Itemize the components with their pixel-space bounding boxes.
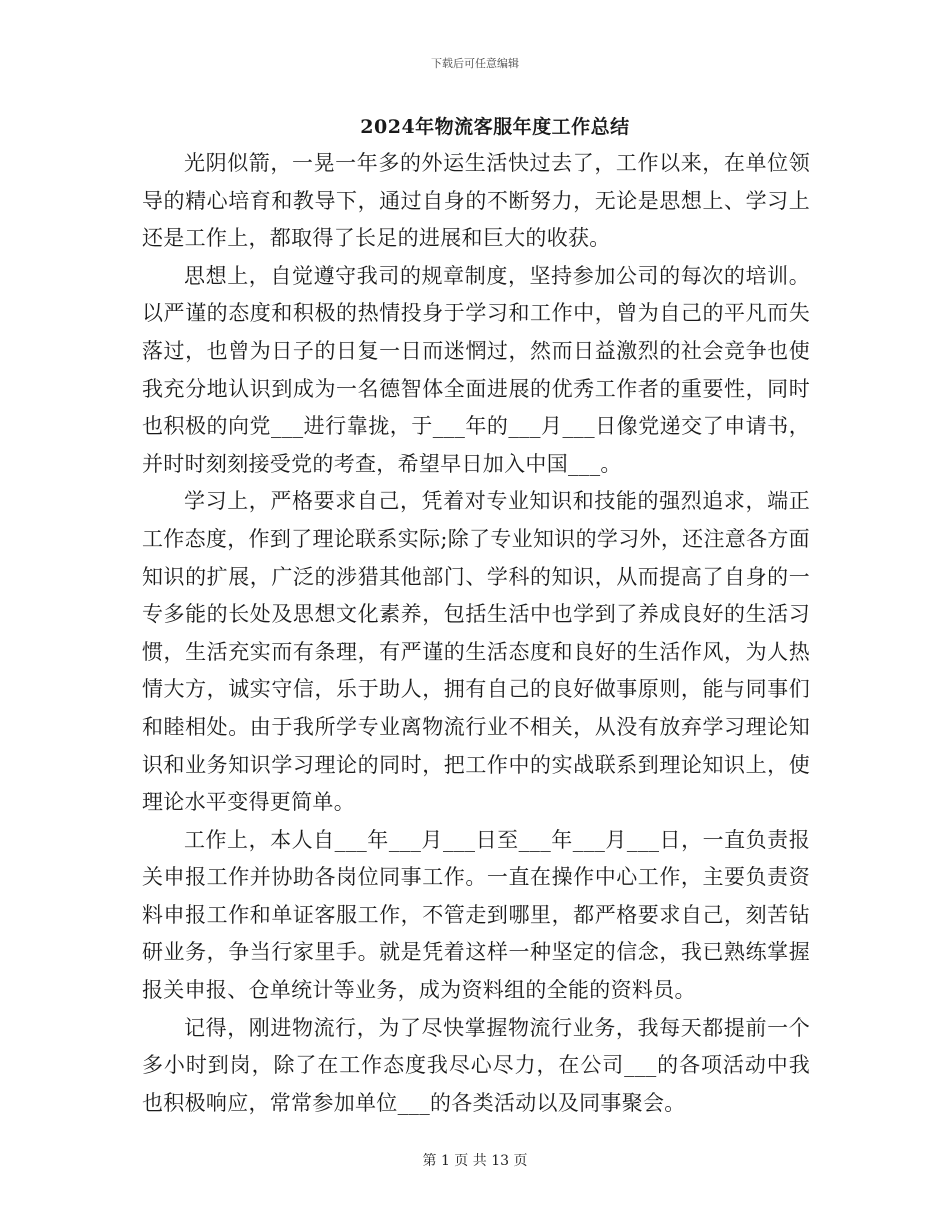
paragraph: 工作上，本人自___年___月___日至___年___月___日，一直负责报关申报工作并协助各岗位同事工作。一直在操作中心工作，主要负责资料申报工作和单证客服工作，不管走到哪里，都严格要求自己，刻苦钻研业务，争当行家里手。就是凭着这样一种坚定的信念，我已熟练掌握报关申报、仓单统计等业务，成为资料组的全能的资料员。 <box>142 827 810 1003</box>
paragraph: 记得，刚进物流行，为了尽快掌握物流行业务，我每天都提前一个多小时到岗，除了在工作态度我尽心尽力，在公司___的各项活动中我也积极响应，常常参加单位___的各类活动以及同事聚会。 <box>142 1015 810 1115</box>
header-note: 下载后可任意编辑 <box>431 57 519 70</box>
page-number: 第 1 页 共 13 页 <box>422 1153 528 1169</box>
document-body <box>142 145 810 1122</box>
paragraph: 思想上，自觉遵守我司的规章制度，坚持参加公司的每次的培训。以严谨的态度和积极的热情投身于学习和工作中，曾为自己的平凡而失落过，也曾为日子的日复一日而迷惘过，然而日益激烈的社会竞争也使我充分地认识到成为一名德智体全面进展的优秀工作者的重要性，同时也积极的向党___进行靠拢，于___年的___月___日像党递交了申请书，并时时刻刻接受党的考查，希望早日加入中国___。 <box>142 263 810 476</box>
paragraph: 光阴似箭，一晃一年多的外运生活快过去了，工作以来，在单位领导的精心培育和教导下，通过自身的不断努力，无论是思想上、学习上还是工作上，都取得了长足的进展和巨大的收获。 <box>142 151 810 251</box>
document-title: 2024年物流客服年度工作总结 <box>360 116 630 138</box>
paragraph: 学习上，严格要求自己，凭着对专业知识和技能的强烈追求，端正工作态度，作到了理论联系实际;除了专业知识的学习外，还注意各方面知识的扩展，广泛的涉猎其他部门、学科的知识，从而提高了自身的一专多能的长处及思想文化素养，包括生活中也学到了养成良好的生活习惯，生活充实而有条理，有严谨的生活态度和良好的生活作风，为人热情大方，诚实守信，乐于助人，拥有自己的良好做事原则，能与同事们和睦相处。由于我所学专业离物流行业不相关，从没有放弃学习理论知识和业务知识学习理论的同时，把工作中的实战联系到理论知识上，使理论水平变得更简单。 <box>142 489 810 815</box>
